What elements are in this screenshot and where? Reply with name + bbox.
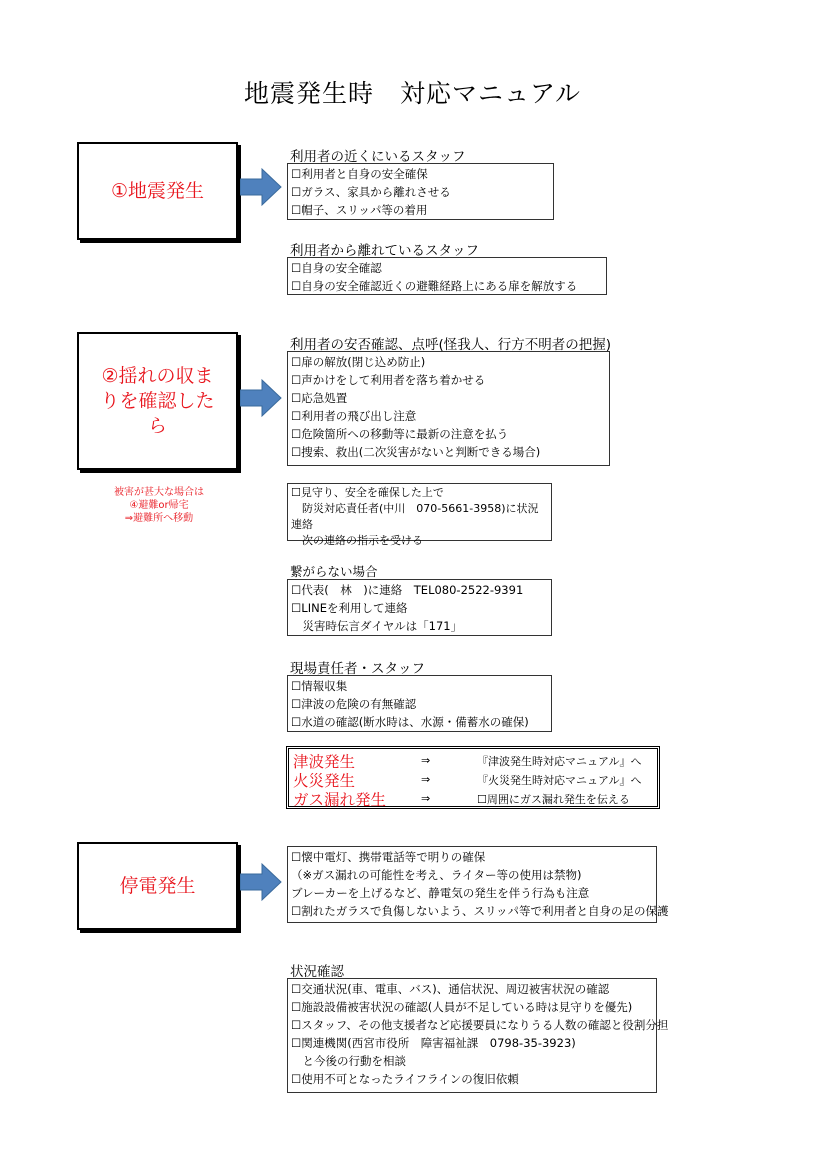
emergency-destination: 『津波発生時対応マニュアル』へ <box>477 754 642 768</box>
list-item: と今後の行動を相談 <box>291 1054 406 1068</box>
no-connection-checklist <box>287 579 552 636</box>
safety-check-heading: 利用者の安否確認、点呼(怪我人、行方不明者の把握) <box>290 337 612 353</box>
near-staff-heading: 利用者の近くにいるスタッフ <box>290 149 466 165</box>
list-item: ☐懐中電灯、携帯電話等で明りの確保 <box>291 850 486 864</box>
list-item: ☐割れたガラスで負傷しないよう、スリッパ等で利用者と自身の足の保護 <box>291 904 669 918</box>
stage-earthquake-label: ①地震発生 <box>110 179 205 202</box>
page-title: 地震発生時 対応マニュアル <box>243 79 581 108</box>
emergency-row <box>293 770 653 789</box>
stage-earthquake-box <box>77 142 238 240</box>
site-staff-heading: 現場責任者・スタッフ <box>290 661 425 677</box>
list-item: 災害時伝言ダイヤルは「171」 <box>291 619 463 633</box>
arrow-right-icon <box>240 167 282 207</box>
emergency-row <box>293 789 653 808</box>
emergency-name: ガス漏れ発生 <box>293 790 387 809</box>
list-item: ☐水道の確認(断水時は、水源・備蓄水の確保) <box>291 715 529 729</box>
list-item: ブレーカーを上げるなど、静電気の発生を伴う行為も注意 <box>291 886 590 900</box>
list-item: ☐捜索、救出(二次災害がないと判断できる場合) <box>291 445 541 459</box>
list-item: ☐自身の安全確認近くの避難経路上にある扉を解放する <box>291 279 578 293</box>
list-item: ☐ガラス、家具から離れさせる <box>291 185 451 199</box>
emergency-row <box>293 751 653 770</box>
list-item: ☐LINEを利用して連絡 <box>291 601 408 615</box>
emergency-name: 火災発生 <box>293 771 356 790</box>
stage-power-outage-box <box>77 842 238 930</box>
list-item: ☐情報収集 <box>291 679 348 693</box>
arrow-icon: ⇒ <box>421 792 431 805</box>
far-staff-heading: 利用者から離れているスタッフ <box>290 243 479 259</box>
list-item: 次の連絡の指示を受ける <box>291 534 423 547</box>
other-emergencies-box <box>286 746 660 809</box>
far-staff-checklist <box>287 257 607 295</box>
arrow-icon: ⇒ <box>421 754 431 767</box>
stage-after-shaking-box <box>77 332 238 470</box>
list-item: ☐危険箇所への移動等に最新の注意を払う <box>291 427 509 441</box>
list-item: （※ガス漏れの可能性を考え、ライター等の使用は禁物) <box>291 868 582 882</box>
arrow-right-icon <box>240 378 282 418</box>
list-item: ☐利用者の飛び出し注意 <box>291 409 417 423</box>
emergency-destination: 『火災発生時対応マニュアル』へ <box>477 773 642 787</box>
site-staff-checklist <box>287 675 552 732</box>
list-item: ☐扉の解放(閉じ込め防止) <box>291 355 426 369</box>
list-item: ☐津波の危険の有無確認 <box>291 697 417 711</box>
watch-contact-box <box>287 483 552 547</box>
list-item: ☐声かけをして利用者を落ち着かせる <box>291 373 486 387</box>
list-item: ☐施設設備被害状況の確認(人員が不足している時は見守りを優先) <box>291 1000 633 1014</box>
arrow-icon: ⇒ <box>421 773 431 786</box>
stage-after-shaking-label: ②揺れの収まりを確認したら <box>100 364 215 437</box>
list-item: ☐スタッフ、その他支援者など応援要員になりうる人数の確認と役割分担 <box>291 1018 669 1032</box>
no-connection-heading: 繋がらない場合 <box>290 564 378 579</box>
emergency-name: 津波発生 <box>293 752 356 771</box>
severe-damage-note: 被害が甚大な場合は ④避難or帰宅 ⇒避難所へ移動 <box>114 487 204 524</box>
list-item: ☐使用不可となったライフラインの復旧依頼 <box>291 1072 519 1086</box>
safety-checklist <box>287 351 610 466</box>
status-check-heading: 状況確認 <box>290 964 344 980</box>
near-staff-checklist <box>287 163 554 220</box>
list-item: ☐見守り、安全を確保した上で <box>291 486 444 499</box>
list-item: ☐関連機関(西宮市役所 障害福祉課 0798-35-3923) <box>291 1036 576 1050</box>
arrow-right-icon <box>240 862 282 902</box>
list-item: ☐代表( 林 )に連絡 TEL080-2522-9391 <box>291 583 524 597</box>
emergency-destination: ☐周囲にガス漏れ発生を伝える <box>477 792 630 806</box>
list-item: ☐利用者と自身の安全確保 <box>291 167 428 181</box>
list-item: 防災対応責任者(中川 070-5661-3958)に状況連絡 <box>291 502 539 531</box>
power-outage-checklist <box>287 846 669 923</box>
list-item: ☐交通状況(車、電車、バス)、通信状況、周辺被害状況の確認 <box>291 982 610 996</box>
list-item: ☐自身の安全確認 <box>291 261 382 275</box>
list-item: ☐帽子、スリッパ等の着用 <box>291 203 428 217</box>
stage-power-outage-label: 停電発生 <box>119 874 196 897</box>
list-item: ☐応急処置 <box>291 391 348 405</box>
status-checklist <box>287 978 669 1093</box>
